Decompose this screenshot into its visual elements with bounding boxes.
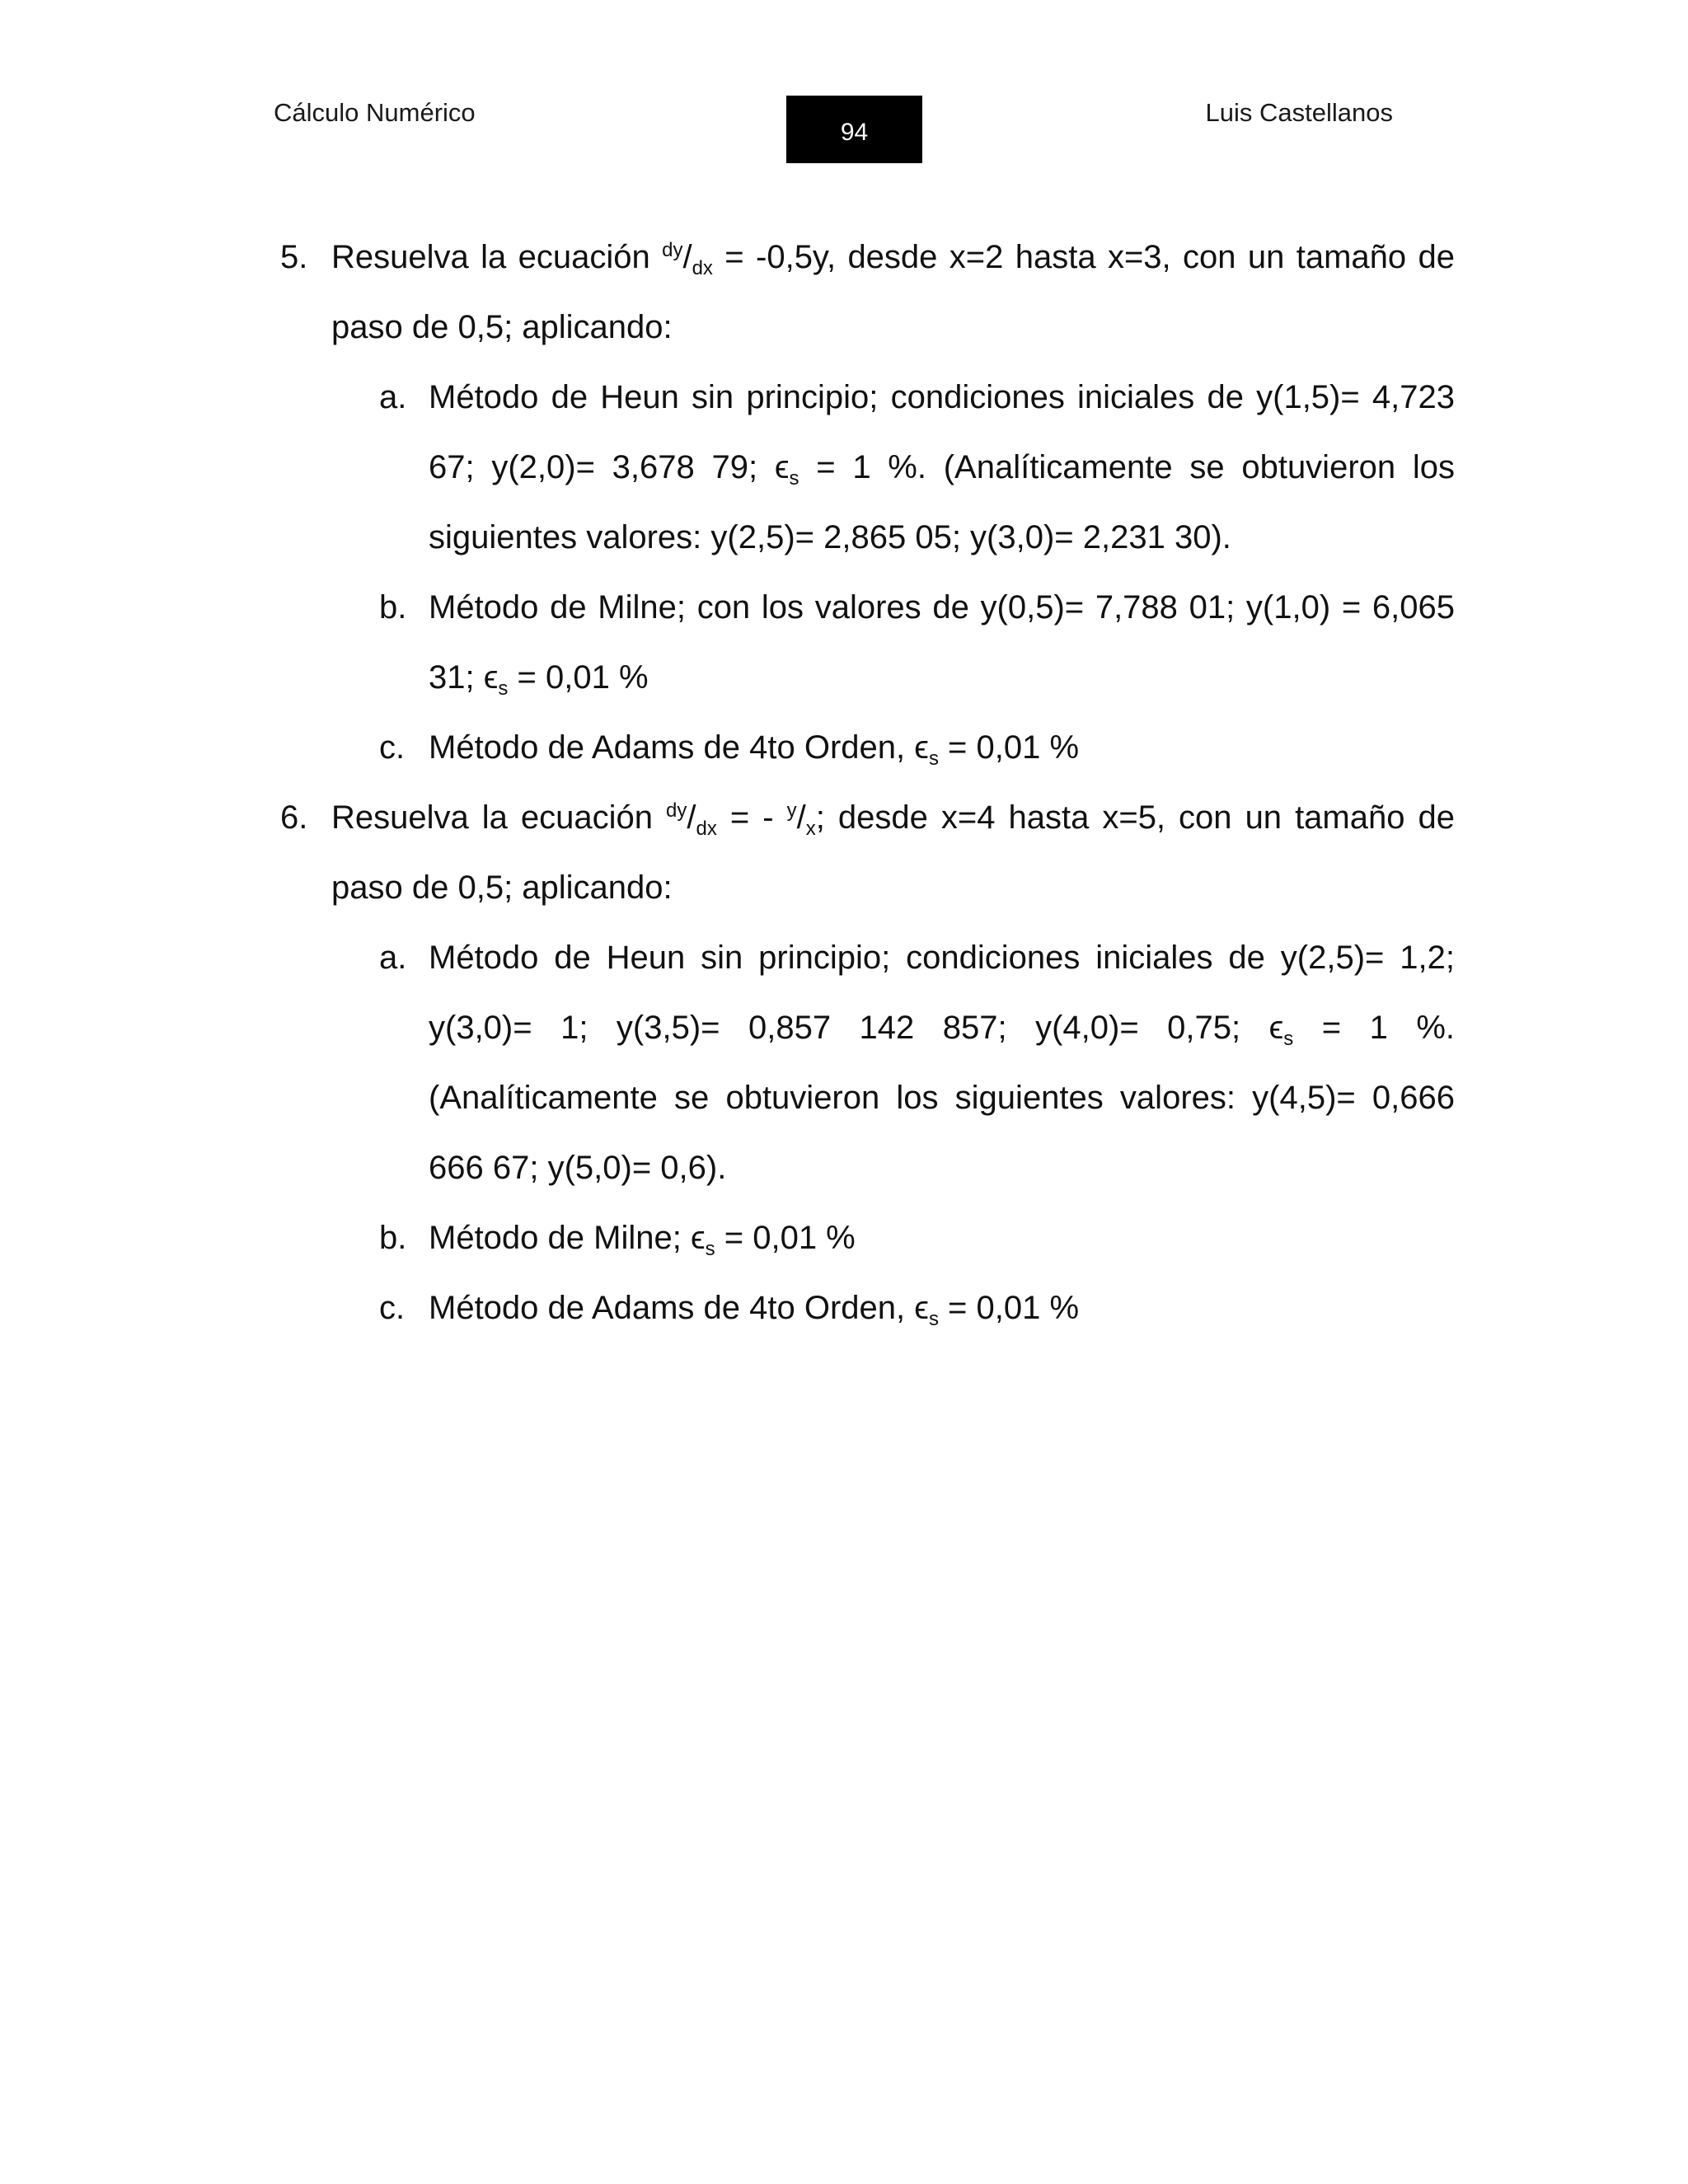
item-text-part: = 0,01 % [508, 659, 649, 696]
statement-text: Resuelva la ecuación [331, 799, 667, 836]
statement-text: = -0,5y, desde x=2 hasta x=3, con un tamaño de paso de 0,5; aplicando: [331, 239, 1455, 345]
problem-5-items [379, 363, 1455, 783]
item-letter: b. [379, 589, 407, 626]
header-course-title: Cálculo Numérico [274, 98, 476, 127]
item-letter: c. [379, 1290, 406, 1326]
item-text [429, 1203, 1455, 1273]
fraction-slash: / [682, 239, 692, 275]
problem-statement [331, 223, 1455, 363]
ratio-fraction [786, 799, 816, 840]
item-text [429, 923, 1455, 1203]
page-number-box [786, 96, 922, 163]
item-text-part: Método de Heun sin principio; condiciones iniciales de y(2,5)= 1,2; y(3,0)= 1; y(3,5)= 0,857 142 857; y(4,0)= 0,75; ϵ [429, 940, 1455, 1046]
epsilon-subscript: s [705, 1238, 715, 1260]
epsilon-subscript: s [928, 748, 939, 770]
item-letter: a. [379, 940, 407, 976]
list-item [379, 713, 1455, 783]
problem-6-items [379, 923, 1455, 1343]
problem-statement [331, 783, 1455, 923]
problem-5 [280, 223, 1455, 363]
list-item [379, 573, 1455, 713]
page-number: 94 [840, 119, 869, 146]
item-text-part: Método de Milne; con los valores de y(0,5)= 7,788 01; y(1,0) = 6,065 31; ϵ [429, 589, 1455, 696]
epsilon-subscript: s [498, 677, 509, 700]
item-text-part: = 1 %. (Analíticamente se obtuvieron los siguientes valores: y(4,5)= 0,666 666 67; y(5,0)= 0,6). [429, 1010, 1455, 1186]
fraction-denominator: x [805, 818, 816, 840]
list-item [379, 1203, 1455, 1273]
derivative-fraction [666, 799, 717, 840]
fraction-slash: / [687, 799, 696, 836]
item-text-part: Método de Milne; ϵ [429, 1220, 706, 1256]
item-text-part: = 0,01 % [938, 729, 1080, 766]
fraction-numerator: y [786, 799, 797, 822]
problem-number: 5. [280, 239, 308, 275]
epsilon-subscript: s [928, 1308, 939, 1330]
derivative-fraction [662, 239, 713, 279]
fraction-slash: / [796, 799, 806, 836]
item-text [429, 573, 1455, 713]
epsilon-subscript: s [789, 467, 799, 490]
header-author: Luis Castellanos [1205, 98, 1393, 127]
problem-6 [280, 783, 1455, 923]
epsilon-subscript: s [1283, 1028, 1294, 1050]
item-letter: a. [379, 379, 407, 415]
item-text-part: Método de Adams de 4to Orden, ϵ [429, 1290, 929, 1326]
item-text [429, 363, 1455, 573]
item-text [429, 713, 1455, 783]
list-item [379, 923, 1455, 1203]
problem-number: 6. [280, 799, 308, 836]
list-item [379, 1273, 1455, 1343]
fraction-denominator: dx [692, 257, 713, 279]
item-text-part: = 0,01 % [938, 1290, 1080, 1326]
item-letter: c. [379, 729, 406, 766]
fraction-numerator: dy [666, 799, 687, 822]
item-text-part: Método de Heun sin principio; condiciones iniciales de y(1,5)= 4,723 67; y(2,0)= 3,678 79; ϵ [429, 379, 1455, 485]
statement-text: = - [716, 799, 787, 836]
fraction-numerator: dy [662, 239, 683, 261]
exercise-list [280, 223, 1455, 1343]
item-text-part: Método de Adams de 4to Orden, ϵ [429, 729, 929, 766]
item-text-part: = 0,01 % [715, 1220, 856, 1256]
statement-text: ; desde x=4 hasta x=5, con un tamaño de paso de 0,5; aplicando: [331, 799, 1455, 906]
statement-text: Resuelva la ecuación [331, 239, 663, 275]
item-text [429, 1273, 1455, 1343]
item-letter: b. [379, 1220, 407, 1256]
item-text-part: = 1 %. (Analíticamente se obtuvieron los siguientes valores: y(2,5)= 2,865 05; y(3,0)= 2,231 30). [429, 449, 1455, 555]
list-item [379, 363, 1455, 573]
fraction-denominator: dx [696, 818, 717, 840]
